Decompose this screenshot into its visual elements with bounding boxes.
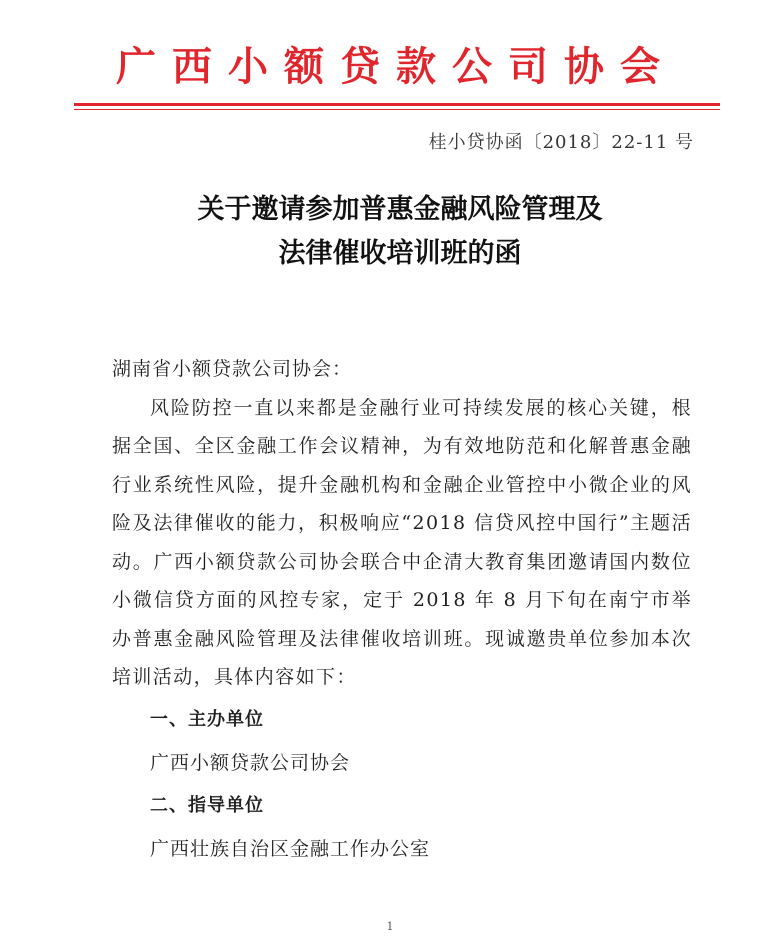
document-number: 桂小贷协函〔2018〕22-11 号 (428, 132, 694, 153)
page-number: 1 (386, 920, 394, 933)
salutation: 湖南省小额贷款公司协会： (112, 358, 353, 380)
title-line-2: 法律催收培训班的函 (278, 238, 522, 269)
body-paragraph: 风险防控一直以来都是金融行业可持续发展的核心关键，根据全国、全区金融工作会议精神，为有效地防范和化解普惠金融行业系统性风险，提升金融机构和金融企业管控中小微企业的风险及法律催收的能力，积极响应“2018 信贷风控中国行”主题活动。广西小额贷款公司协会联合中企清大教育集团邀请国内数位小微信贷方面的风控专家，定于 2018 年 8 月下旬在南宁市举办普惠金融风险管理及法律催收培训班。现诚邀贵单位参加本次培训活动，具体内容如下： (112, 396, 692, 688)
document-title (100, 188, 700, 276)
section-body-organizer: 广西小额贷款公司协会 (150, 751, 351, 774)
document-body (112, 350, 692, 869)
section-body-guidance: 广西壮族自治区金融工作办公室 (150, 837, 431, 860)
title-line-1: 关于邀请参加普惠金融风险管理及 (197, 194, 603, 225)
section-heading-guidance: 二、指导单位 (150, 794, 264, 816)
organization-header: 广西小额贷款公司协会 (116, 44, 676, 90)
header-rule-thin (74, 109, 720, 110)
section-heading-organizer: 一、主办单位 (150, 708, 264, 730)
header-rule-thick (74, 103, 720, 106)
